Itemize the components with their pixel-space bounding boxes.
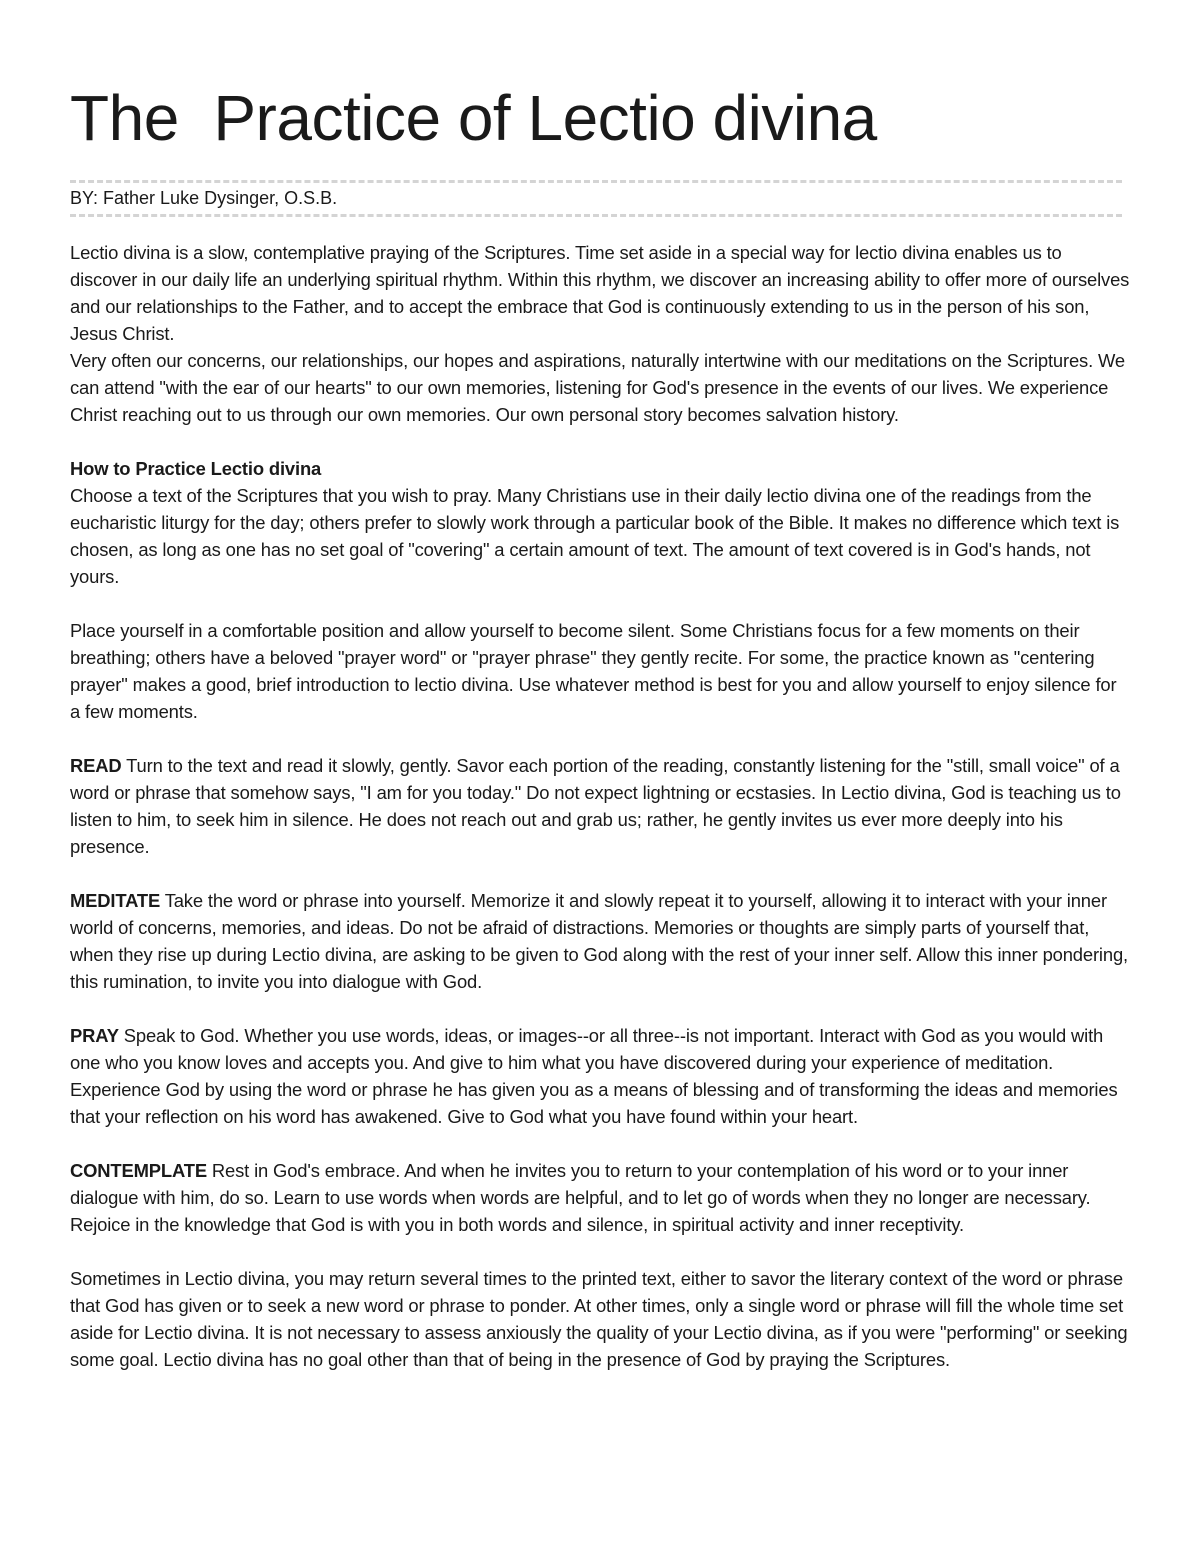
intro-paragraph-2: Very often our concerns, our relationships, our hopes and aspirations, naturally intertwine with our meditations on the Scriptures. We can attend "with the ear of our hearts" to our own memories, listening for God's presence in the events of our lives. We experience Christ reaching out to us through our own memories. Our own personal story becomes salvation history. — [70, 350, 1125, 425]
step-text-meditate: Take the word or phrase into yourself. Memorize it and slowly repeat it to yourself, allowing it to interact with your inner world of concerns, memories, and ideas. Do not be afraid of distractions. Memories or thoughts are simply parts of yourself that, when they rise up during Lectio divina, are asking to be given to God along with the rest of your inner self. Allow this inner pondering, this rumination, to invite you into dialogue with God. — [70, 890, 1128, 992]
byline-block — [70, 180, 1122, 217]
paragraph-gap — [70, 1130, 1130, 1157]
document-page — [70, 0, 1130, 1373]
section-heading: How to Practice Lectio divina — [70, 458, 322, 479]
closing-paragraph: Sometimes in Lectio divina, you may return several times to the printed text, either to savor the literary context of the word or phrase that God has given or to seek a new word or phrase to ponder. At other times, only a single word or phrase will fill the whole time set aside for Lectio divina. It is not necessary to assess anxiously the quality of your Lectio divina, as if you were "performing" or seeking some goal. Lectio divina has no goal other than that of being in the presence of God by praying the Scriptures. — [70, 1268, 1128, 1370]
how-to-paragraph: Choose a text of the Scriptures that you wish to pray. Many Christians use in their daily lectio divina one of the readings from the eucharistic liturgy for the day; others prefer to slowly work through a particular book of the Bible. It makes no difference which text is chosen, as long as one has no set goal of "covering" a certain amount of text. The amount of text covered is in God's hands, not yours. — [70, 485, 1120, 587]
byline-bottom-rule — [70, 214, 1122, 217]
step-text-contemplate: Rest in God's embrace. And when he invites you to return to your contemplation of his word or to your inner dialogue with him, do so. Learn to use words when words are helpful, and to let go of words when they no longer are necessary. Rejoice in the knowledge that God is with you in both words and silence, in spiritual activity and inner receptivity. — [70, 1160, 1091, 1235]
paragraph-gap — [70, 428, 1130, 455]
intro-paragraph-1: Lectio divina is a slow, contemplative praying of the Scriptures. Time set aside in a special way for lectio divina enables us to discover in our daily life an underlying spiritual rhythm. Within this rhythm, we discover an increasing ability to offer more of ourselves and our relationships to the Father, and to accept the embrace that God is continuously extending to us in the person of his son, Jesus Christ. — [70, 242, 1130, 344]
step-label-pray: PRAY — [70, 1025, 119, 1046]
document-body — [70, 239, 1130, 1373]
step-label-contemplate: CONTEMPLATE — [70, 1160, 207, 1181]
paragraph-gap — [70, 1238, 1130, 1265]
paragraph-gap — [70, 995, 1130, 1022]
paragraph-gap — [70, 725, 1130, 752]
step-label-read: READ — [70, 755, 122, 776]
author-byline: BY: Father Luke Dysinger, O.S.B. — [70, 188, 338, 208]
step-pray-paragraph — [70, 1022, 1130, 1130]
step-label-meditate: MEDITATE — [70, 890, 161, 911]
step-meditate-paragraph — [70, 887, 1130, 995]
step-contemplate-paragraph — [70, 1157, 1130, 1238]
prepare-paragraph: Place yourself in a comfortable position and allow yourself to become silent. Some Christians focus for a few moments on their breathing; others have a beloved "prayer word" or "prayer phrase" they gently recite. For some, the practice known as "centering prayer" makes a good, brief introduction to lectio divina. Use whatever method is best for you and allow yourself to enjoy silence for a few moments. — [70, 620, 1117, 722]
step-read-paragraph — [70, 752, 1130, 860]
step-text-read: Turn to the text and read it slowly, gently. Savor each portion of the reading, constantly listening for the "still, small voice" of a word or phrase that somehow says, "I am for you today." Do not expect lightning or ecstasies. In Lectio divina, God is teaching us to listen to him, to seek him in silence. He does not reach out and grab us; rather, he gently invites us ever more deeply into his presence. — [70, 755, 1121, 857]
step-text-pray: Speak to God. Whether you use words, ideas, or images--or all three--is not important. Interact with God as you would with one who you know loves and accepts you. And give to him what you have discovered during your experience of meditation. Experience God by using the word or phrase he has given you as a means of blessing and of transforming the ideas and memories that your reflection on his word has awakened. Give to God what you have found within your heart. — [70, 1025, 1118, 1127]
paragraph-gap — [70, 860, 1130, 887]
paragraph-gap — [70, 590, 1130, 617]
document-title: The Practice of Lectio divina — [70, 82, 877, 154]
